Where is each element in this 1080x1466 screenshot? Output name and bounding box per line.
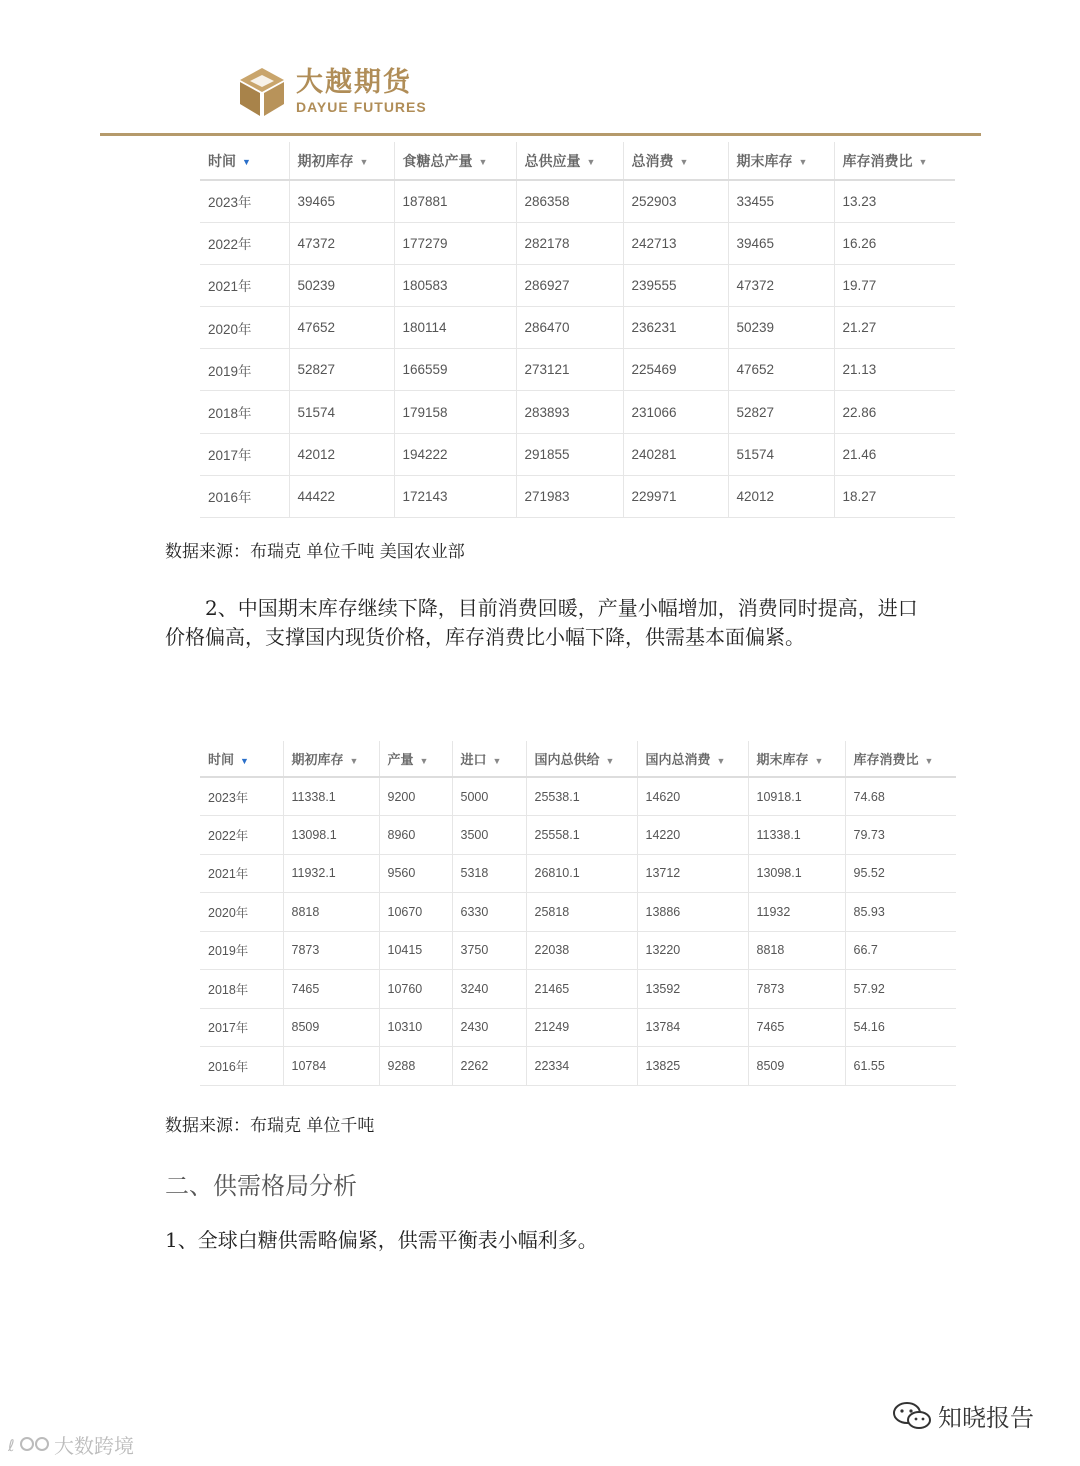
table-cell: 231066 (623, 391, 728, 433)
sort-caret-icon[interactable]: ▼ (349, 755, 359, 766)
table-cell: 51574 (728, 433, 834, 475)
table-cell: 54.16 (845, 1008, 956, 1047)
table-row (200, 433, 955, 475)
table-cell: 187881 (394, 180, 516, 222)
table-cell: 52827 (289, 349, 394, 391)
table-cell: 10415 (379, 931, 452, 970)
table-cell: 2017年 (200, 433, 289, 475)
table-cell: 2016年 (200, 1047, 283, 1086)
table-row (200, 222, 955, 264)
column-header-label: 国内总供给 (534, 752, 600, 767)
paragraph-global-balance: 1、全球白糖供需略偏紧，供需平衡表小幅利多。 (165, 1228, 598, 1252)
table-cell: 5318 (452, 854, 526, 893)
table-row (200, 264, 955, 306)
table-row (200, 307, 955, 349)
table-cell: 47652 (728, 349, 834, 391)
table-cell: 13712 (637, 854, 748, 893)
table-cell: 180583 (394, 264, 516, 306)
table-cell: 283893 (516, 391, 623, 433)
column-header[interactable] (283, 741, 379, 777)
table-cell: 44422 (289, 475, 394, 517)
table-cell: 16.26 (834, 222, 955, 264)
table-cell: 22334 (526, 1047, 637, 1086)
column-header-label: 时间 (208, 152, 236, 169)
table-row (200, 931, 956, 970)
column-header-label: 总供应量 (524, 152, 581, 169)
table-cell: 18.27 (834, 475, 955, 517)
table-cell: 95.52 (845, 854, 956, 893)
sort-caret-icon[interactable]: ▼ (586, 156, 596, 167)
table1-source-note: 数据来源：布瑞克 单位千吨 美国农业部 (165, 542, 465, 562)
table-cell: 10784 (283, 1047, 379, 1086)
sort-caret-icon[interactable]: ▼ (492, 755, 502, 766)
table-cell: 11932.1 (283, 854, 379, 893)
table-cell: 10310 (379, 1008, 452, 1047)
table-cell: 2019年 (200, 349, 289, 391)
column-header[interactable] (394, 142, 516, 180)
table-cell: 10760 (379, 970, 452, 1009)
table-cell: 3500 (452, 816, 526, 855)
table-row (200, 777, 956, 816)
table-cell: 180114 (394, 307, 516, 349)
table-cell: 42012 (289, 433, 394, 475)
table-cell: 47372 (289, 222, 394, 264)
table-row (200, 854, 956, 893)
table-cell: 2021年 (200, 854, 283, 893)
table-cell: 179158 (394, 391, 516, 433)
sort-caret-icon[interactable]: ▼ (679, 156, 689, 167)
column-header[interactable] (637, 741, 748, 777)
table-cell: 11338.1 (283, 777, 379, 816)
table-cell: 13825 (637, 1047, 748, 1086)
watermark-left (8, 1430, 134, 1459)
table-cell: 9560 (379, 854, 452, 893)
table-cell: 291855 (516, 433, 623, 475)
table-cell: 6330 (452, 893, 526, 932)
column-header-label: 期初库存 (297, 152, 354, 169)
column-header-label: 库存消费比 (842, 152, 913, 169)
table-cell: 42012 (728, 475, 834, 517)
table-cell: 7465 (748, 1008, 845, 1047)
table-cell: 2018年 (200, 391, 289, 433)
table-cell: 51574 (289, 391, 394, 433)
sort-caret-icon[interactable]: ▼ (419, 755, 429, 766)
table-cell: 177279 (394, 222, 516, 264)
sort-caret-icon[interactable]: ▼ (716, 755, 726, 766)
column-header[interactable] (200, 142, 289, 180)
column-header-label: 库存消费比 (853, 752, 919, 767)
table-cell: 13886 (637, 893, 748, 932)
table-cell: 13220 (637, 931, 748, 970)
table-cell: 2023年 (200, 180, 289, 222)
table-cell: 8509 (748, 1047, 845, 1086)
column-header-label: 期初库存 (291, 752, 344, 767)
brand-logo (236, 66, 427, 118)
sort-caret-icon[interactable]: ▼ (918, 156, 928, 167)
table-cell: 10918.1 (748, 777, 845, 816)
column-header-label: 国内总消费 (645, 752, 711, 767)
column-header-label: 产量 (387, 752, 414, 767)
table-cell: 8960 (379, 816, 452, 855)
sort-caret-icon[interactable]: ▼ (605, 755, 615, 766)
table-cell: 9200 (379, 777, 452, 816)
column-header-label: 食糖总产量 (402, 152, 473, 169)
table-cell: 3750 (452, 931, 526, 970)
table-cell: 7873 (748, 970, 845, 1009)
table-cell: 66.7 (845, 931, 956, 970)
table-cell: 13.23 (834, 180, 955, 222)
svg-text:ℓ: ℓ (8, 1435, 15, 1455)
table-cell: 11338.1 (748, 816, 845, 855)
table-cell: 50239 (289, 264, 394, 306)
table-cell: 7873 (283, 931, 379, 970)
table-cell: 2019年 (200, 931, 283, 970)
table-cell: 85.93 (845, 893, 956, 932)
table-cell: 39465 (728, 222, 834, 264)
table-cell: 19.77 (834, 264, 955, 306)
table-cell: 14620 (637, 777, 748, 816)
table-cell: 2022年 (200, 816, 283, 855)
table-cell: 166559 (394, 349, 516, 391)
table-cell: 286470 (516, 307, 623, 349)
column-header[interactable] (516, 142, 623, 180)
table-cell: 21.46 (834, 433, 955, 475)
table-cell: 7465 (283, 970, 379, 1009)
brand-name-en: DAYUE FUTURES (296, 99, 427, 115)
column-header[interactable] (748, 741, 845, 777)
table-header-row (200, 741, 956, 777)
table-cell: 2017年 (200, 1008, 283, 1047)
table-cell: 21.27 (834, 307, 955, 349)
table-row (200, 180, 955, 222)
table-cell: 21249 (526, 1008, 637, 1047)
table-cell: 52827 (728, 391, 834, 433)
column-header-label: 期末库存 (756, 752, 809, 767)
table-cell: 225469 (623, 349, 728, 391)
sort-caret-icon[interactable]: ▼ (814, 755, 824, 766)
sort-caret-icon[interactable]: ▼ (924, 755, 934, 766)
table-cell: 271983 (516, 475, 623, 517)
column-header[interactable] (289, 142, 394, 180)
table-cell: 3240 (452, 970, 526, 1009)
table-cell: 47372 (728, 264, 834, 306)
table-cell: 2018年 (200, 970, 283, 1009)
watermark-logo-icon (8, 1434, 54, 1456)
section-heading: 二、供需格局分析 (165, 1172, 357, 1200)
column-header-label: 时间 (208, 752, 235, 767)
table-cell: 8509 (283, 1008, 379, 1047)
table-row (200, 391, 955, 433)
table-row (200, 1047, 956, 1086)
table-cell: 26810.1 (526, 854, 637, 893)
table-row (200, 893, 956, 932)
table-cell: 2022年 (200, 222, 289, 264)
table-header-row (200, 142, 955, 180)
brand-name-cn: 大越期货 (296, 67, 412, 98)
table-cell: 61.55 (845, 1047, 956, 1086)
table-cell: 22.86 (834, 391, 955, 433)
brand-cube-icon (236, 66, 288, 118)
header-divider (100, 133, 981, 136)
table-cell: 239555 (623, 264, 728, 306)
table-cell: 79.73 (845, 816, 956, 855)
column-header[interactable] (452, 741, 526, 777)
column-header[interactable] (623, 142, 728, 180)
table-cell: 9288 (379, 1047, 452, 1086)
table-cell: 2262 (452, 1047, 526, 1086)
table-cell: 5000 (452, 777, 526, 816)
table-cell: 273121 (516, 349, 623, 391)
table-cell: 2020年 (200, 307, 289, 349)
paragraph-china-inventory: 2、中国期末库存继续下降，目前消费回暖，产量小幅增加，消费同时提高，进口价格偏高，支撑国内现货价格，库存消费比小幅下降，供需基本面偏紧。 (165, 596, 918, 649)
table-cell: 33455 (728, 180, 834, 222)
table-cell: 13784 (637, 1008, 748, 1047)
column-header-label: 进口 (460, 752, 487, 767)
table-row (200, 970, 956, 1009)
table-cell: 74.68 (845, 777, 956, 816)
table-cell: 21.13 (834, 349, 955, 391)
table-cell: 47652 (289, 307, 394, 349)
table2-source-note: 数据来源：布瑞克 单位千吨 (165, 1116, 375, 1136)
table-cell: 2430 (452, 1008, 526, 1047)
table-cell: 57.92 (845, 970, 956, 1009)
table-cell: 10670 (379, 893, 452, 932)
table-cell: 50239 (728, 307, 834, 349)
table-cell: 172143 (394, 475, 516, 517)
table-cell: 2020年 (200, 893, 283, 932)
table-cell: 25558.1 (526, 816, 637, 855)
table-cell: 282178 (516, 222, 623, 264)
watermark-left-text: 大数跨境 (54, 1434, 134, 1458)
column-header-label: 期末库存 (736, 152, 793, 169)
table-cell: 22038 (526, 931, 637, 970)
table-cell: 39465 (289, 180, 394, 222)
column-header[interactable] (834, 142, 955, 180)
column-header-label: 总消费 (631, 152, 674, 169)
table-cell: 229971 (623, 475, 728, 517)
table-cell: 13098.1 (748, 854, 845, 893)
table-row (200, 816, 956, 855)
column-header[interactable] (845, 741, 956, 777)
global-sugar-balance-table (200, 142, 955, 518)
table-cell: 242713 (623, 222, 728, 264)
sort-caret-icon[interactable]: ▼ (359, 156, 369, 167)
table-row (200, 349, 955, 391)
sort-caret-icon[interactable]: ▼ (798, 156, 808, 167)
table-cell: 2016年 (200, 475, 289, 517)
table-cell: 286358 (516, 180, 623, 222)
china-sugar-balance-table (200, 741, 956, 1086)
table-cell: 14220 (637, 816, 748, 855)
table-cell: 252903 (623, 180, 728, 222)
table-row (200, 1008, 956, 1047)
table-row (200, 475, 955, 517)
table-cell: 11932 (748, 893, 845, 932)
table-cell: 2023年 (200, 777, 283, 816)
table-cell: 25538.1 (526, 777, 637, 816)
column-header[interactable] (200, 741, 283, 777)
watermark-right-text: 知晓报告 (938, 1404, 1034, 1432)
table-cell: 194222 (394, 433, 516, 475)
table-cell: 25818 (526, 893, 637, 932)
sort-caret-icon[interactable]: ▼ (240, 755, 249, 766)
column-header[interactable] (526, 741, 637, 777)
table-cell: 8818 (748, 931, 845, 970)
wechat-icon (892, 1400, 932, 1432)
column-header[interactable] (728, 142, 834, 180)
table-cell: 13098.1 (283, 816, 379, 855)
column-header[interactable] (379, 741, 452, 777)
table-cell: 21465 (526, 970, 637, 1009)
sort-caret-icon[interactable]: ▼ (242, 156, 251, 167)
watermark-right (892, 1398, 1034, 1433)
sort-caret-icon[interactable]: ▼ (478, 156, 488, 167)
table-cell: 236231 (623, 307, 728, 349)
table-cell: 8818 (283, 893, 379, 932)
table-cell: 240281 (623, 433, 728, 475)
table-cell: 286927 (516, 264, 623, 306)
table-cell: 13592 (637, 970, 748, 1009)
table-cell: 2021年 (200, 264, 289, 306)
